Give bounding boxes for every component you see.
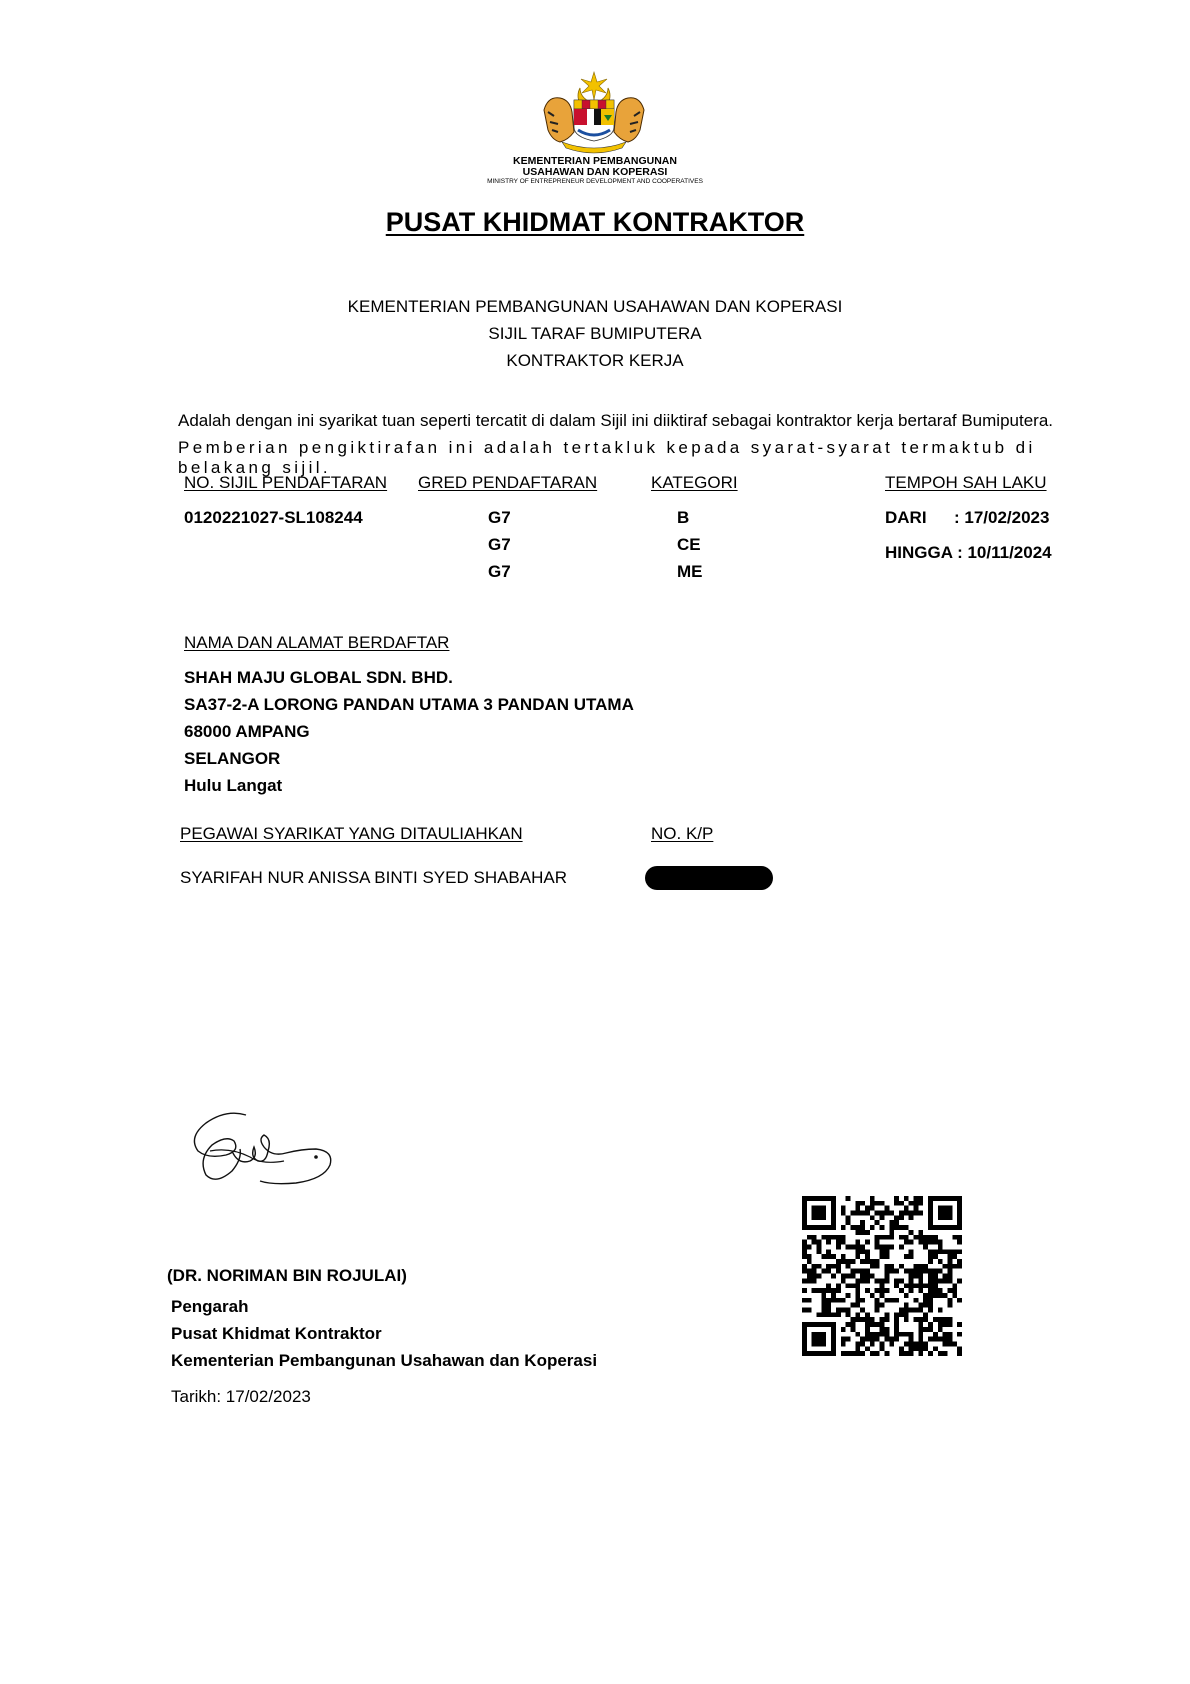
- redacted-ic-number: [645, 866, 773, 890]
- gred-value: G7: [488, 508, 511, 527]
- issue-date: Tarikh: 17/02/2023: [171, 1387, 311, 1406]
- signatory-department: Pusat Khidmat Kontraktor: [171, 1324, 382, 1343]
- handwritten-signature-icon: [188, 1105, 348, 1195]
- gred-value: G7: [488, 535, 511, 554]
- signatory-position: Pengarah: [171, 1297, 249, 1316]
- address-line: 68000 AMPANG: [184, 722, 310, 741]
- qr-code-icon: [802, 1196, 962, 1356]
- kategori-value: B: [677, 508, 690, 527]
- kategori-value: ME: [677, 562, 703, 581]
- page-title: PUSAT KHIDMAT KONTRAKTOR: [385, 207, 805, 237]
- header-certificate-type: SIJIL TARAF BUMIPUTERA: [488, 324, 702, 343]
- valid-from-label: DARI: [885, 508, 927, 527]
- signatory-ministry: Kementerian Pembangunan Usahawan dan Koperasi: [171, 1351, 598, 1370]
- kategori-value: CE: [677, 535, 701, 554]
- address-line: SELANGOR: [184, 749, 281, 768]
- gred-value: G7: [488, 562, 511, 581]
- registration-number: 0120221027-SL108244: [184, 508, 363, 527]
- gred-heading: GRED PENDAFTARAN: [418, 473, 598, 492]
- officer-heading: PEGAWAI SYARIKAT YANG DITAULIAHKAN: [180, 824, 523, 843]
- address-line: SA37-2-A LORONG PANDAN UTAMA 3 PANDAN UTAMA: [184, 695, 634, 714]
- header-contractor-type: KONTRAKTOR KERJA: [506, 351, 684, 370]
- company-name: SHAH MAJU GLOBAL SDN. BHD.: [184, 668, 453, 687]
- logo-line-3: MINISTRY OF ENTREPRENEUR DEVELOPMENT AND COOPERATIVES: [487, 178, 703, 185]
- signatory-name: (DR. NORIMAN BIN ROJULAI): [167, 1266, 407, 1285]
- tempoh-heading: TEMPOH SAH LAKU: [885, 473, 1047, 492]
- kategori-heading: KATEGORI: [651, 473, 738, 492]
- kp-heading: NO. K/P: [651, 824, 714, 843]
- logo-line-1: KEMENTERIAN PEMBANGUNAN: [513, 155, 677, 167]
- address-line: Hulu Langat: [184, 776, 283, 795]
- address-heading: NAMA DAN ALAMAT BERDAFTAR: [184, 633, 450, 652]
- no-sijil-heading: NO. SIJIL PENDAFTARAN: [184, 473, 388, 492]
- ministry-crest-icon: [538, 70, 650, 156]
- header-ministry: KEMENTERIAN PEMBANGUNAN USAHAWAN DAN KOPERASI: [347, 297, 843, 316]
- valid-from-date: : 17/02/2023: [954, 508, 1050, 527]
- statement-line-1: Adalah dengan ini syarikat tuan seperti tercatit di dalam Sijil ini diiktiraf sebagai kontraktor kerja bertaraf Bumiputera.: [178, 411, 1054, 430]
- officer-name: SYARIFAH NUR ANISSA BINTI SYED SHABAHAR: [180, 868, 568, 887]
- logo-line-2: USAHAWAN DAN KOPERASI: [522, 166, 668, 178]
- valid-until: HINGGA : 10/11/2024: [885, 543, 1052, 562]
- statement-line-2: Pemberian pengiktirafan ini adalah tertakluk kepada syarat-syarat termaktub di belakang sijil.: [178, 438, 1036, 477]
